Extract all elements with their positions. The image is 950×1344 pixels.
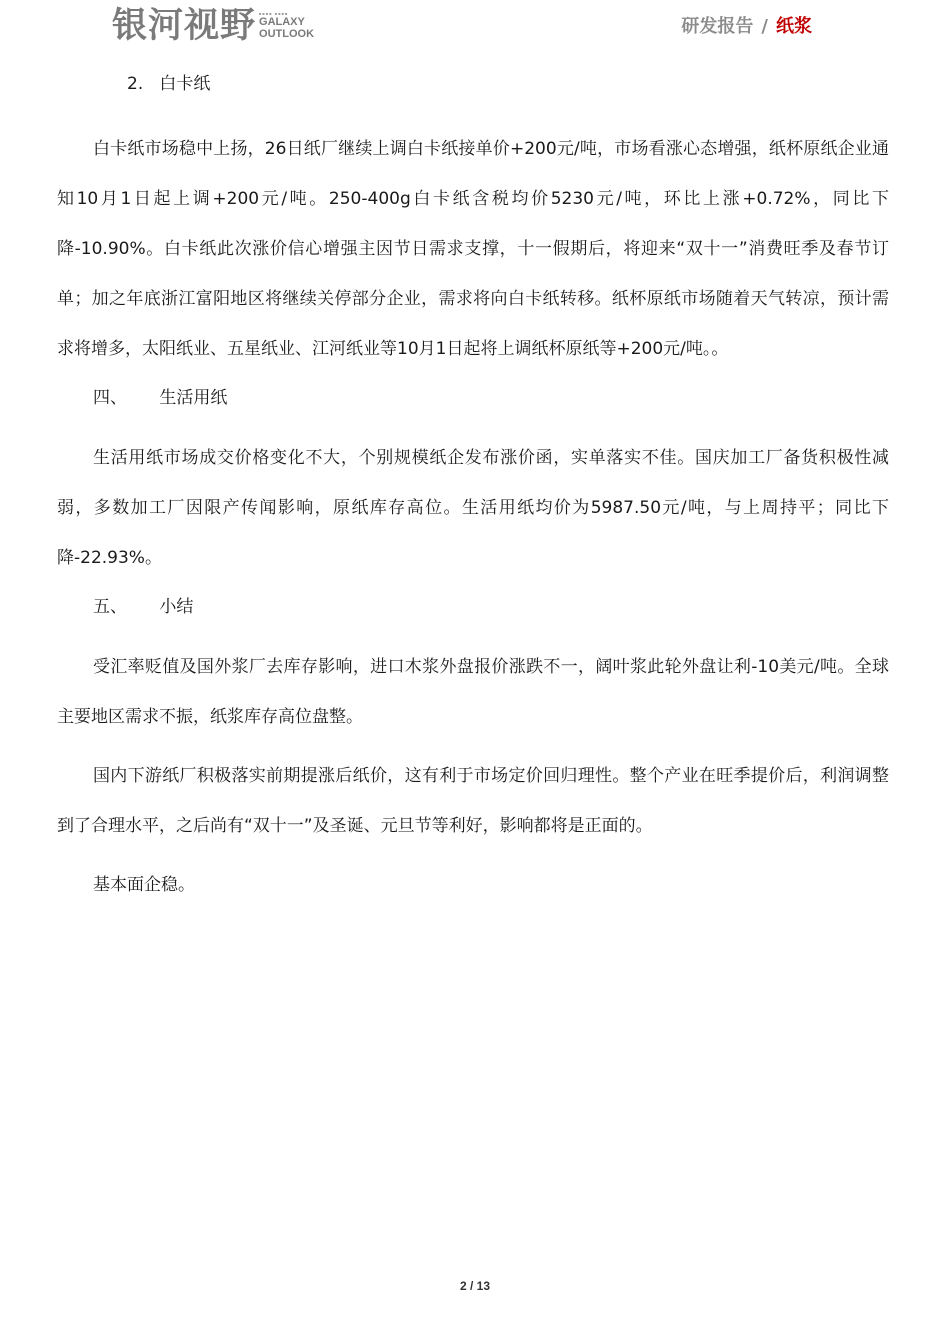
paragraph-summary-3: 基本面企稳。 bbox=[93, 875, 195, 895]
logo-chinese-text: 银河视野 bbox=[112, 6, 257, 46]
page-number: 2 / 13 bbox=[459, 1279, 491, 1293]
logo-en-line1: GALAXY bbox=[259, 16, 305, 28]
paragraph-summary-2: 国内下游纸厂积极落实前期提涨后纸价，这有利于市场定价回归理性。整个产业在旺季提价后，利润调整到了合理水平，之后尚有“双十一”及圣诞、元旦节等利好，影响都将是正面的。 bbox=[57, 766, 889, 836]
report-section: 研发报告 bbox=[681, 16, 754, 37]
paragraph-tissue: 生活用纸市场成交价格变化不大，个别规模纸企发布涨价函，实单落实不佳。国庆加工厂备货积极性减弱，多数加工厂因限产传闻影响，原纸库存高位。生活用纸均价为5987.50元/吨，与上周持平；同比下降-22.93%。 bbox=[57, 448, 889, 568]
document-body bbox=[57, 69, 889, 919]
logo-dots: ■■■■ ■■■■ bbox=[259, 11, 289, 16]
report-category bbox=[681, 14, 812, 40]
galaxy-outlook-logo bbox=[112, 6, 314, 46]
logo-english-text bbox=[259, 12, 314, 40]
logo-en-line2: OUTLOOK bbox=[259, 28, 315, 40]
heading-white-card: 2. 白卡纸 bbox=[127, 74, 211, 94]
header-separator: / bbox=[761, 16, 768, 37]
report-topic: 纸浆 bbox=[776, 16, 812, 37]
heading-summary: 五、 小结 bbox=[93, 597, 194, 617]
paragraph-summary-1: 受汇率贬值及国外浆厂去库存影响，进口木浆外盘报价涨跌不一，阔叶浆此轮外盘让利-10美元/吨。全球主要地区需求不振，纸浆库存高位盘整。 bbox=[57, 657, 889, 727]
paragraph-white-card: 白卡纸市场稳中上扬，26日纸厂继续上调白卡纸接单价+200元/吨，市场看涨心态增强，纸杯原纸企业通知10月1日起上调+200元/吨。250-400g白卡纸含税均价5230元/吨，环比上涨+0.72%，同比下降-10.90%。白卡纸此次涨价信心增强主因节日需求支撑，十一假期后，将迎来“双十一”消费旺季及春节订单；加之年底浙江富阳地区将继续关停部分企业，需求将向白卡纸转移。纸杯原纸市场随着天气转凉，预计需求将增多，太阳纸业、五星纸业、江河纸业等10月1日起将上调纸杯原纸等+200元/吨。。 bbox=[57, 139, 889, 359]
heading-tissue: 四、 生活用纸 bbox=[93, 388, 228, 408]
